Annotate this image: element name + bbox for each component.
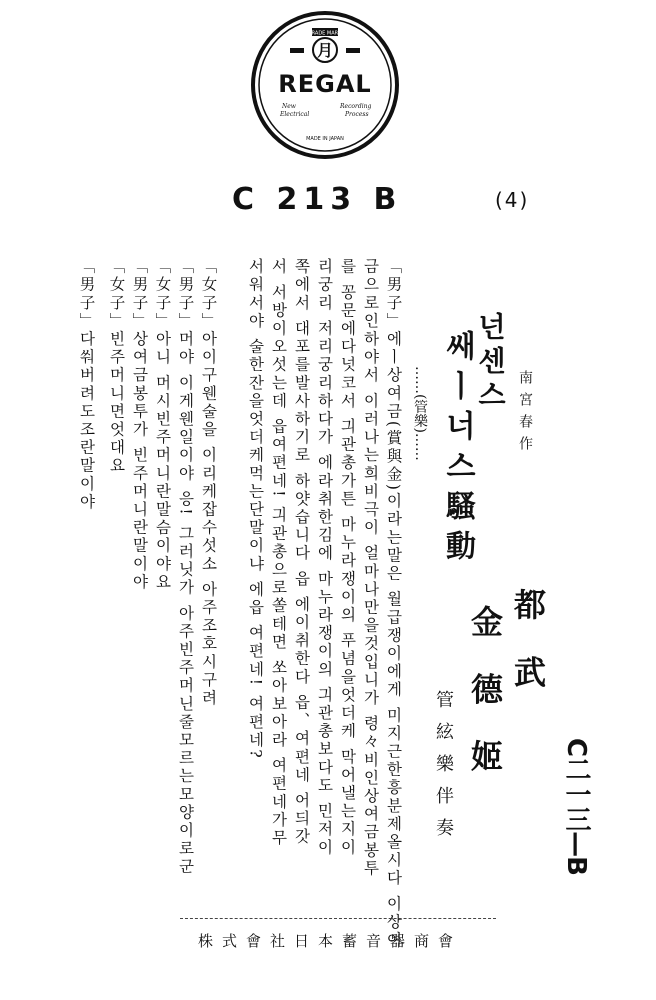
text-column: 「男子」상여금봉투가 빈주머니란말이야 xyxy=(130,258,149,592)
author: 南宮春作 xyxy=(517,370,533,458)
text-column: 「男子」다쒀버려도조란말이야 xyxy=(77,258,96,512)
svg-text:New: New xyxy=(282,103,296,110)
title-line-1: 都 武 xyxy=(509,588,547,700)
music-marker: ……(管樂)…… xyxy=(412,366,428,461)
page-number: (4) xyxy=(495,188,530,212)
text-column: 「男子」에ㅣ상여금(賞與金)이라는말은 월급쟁이에게 미지근한흥분제올시다 이상여 xyxy=(384,258,403,950)
text-column: 리궁리 저리궁리하다가 에라취한김에 마누라쟁이의 긔관총보다도 민저이 xyxy=(315,258,334,857)
svg-text:Electrical: Electrical xyxy=(280,111,310,118)
text-column: 「女子」아니 머시빈주머니란말슴이야요 xyxy=(153,258,172,592)
svg-text:MADE IN JAPAN: MADE IN JAPAN xyxy=(306,136,344,142)
text-column: 를 꽁문에다넛코서 긔관총가튼 마누라쟁이의 푸념을엇더케 막어낼는지이 xyxy=(338,258,357,857)
catalog-number: C 213 B xyxy=(232,182,403,217)
performers: 管絃樂伴奏 xyxy=(433,690,454,850)
title-line-3: 넌센스 xyxy=(474,312,507,414)
text-column: 「男子」머야 이게웬일이야 응! 그러닛가 아주빈주머닌줄모르는모양이로군 xyxy=(176,258,195,877)
text-column: 서워서야 술한잔을엇더케먹는단말이냐 에읍 여편네! 여편네? xyxy=(246,258,265,761)
logo-brand: REGAL xyxy=(278,70,372,98)
title-line-4: 쌔ㅣ너스騷動 xyxy=(440,330,475,570)
title-line-2: 金 德 姬 xyxy=(466,605,504,784)
text-column: 쪽에서 대포를발사하기로 하얏습니다 읍 에이취한다 읍、여편네 어듸갓 xyxy=(292,258,311,847)
logo-top-text: TRADE MARK xyxy=(308,30,342,37)
text-column: 「女子」아이구웬술을 이리케잡수섯소 아주조호시구려 xyxy=(199,258,218,708)
regal-logo xyxy=(250,10,400,160)
catalog-number-vertical: C二一三—B xyxy=(561,738,591,875)
svg-text:Recording: Recording xyxy=(340,103,372,110)
text-column: 「女子」빈주머니면엇대요 xyxy=(107,258,126,476)
text-column: 금으로인하야서 이러나는희비극이 얼마나만을것입니가 령々비인상여금봉투 xyxy=(361,258,380,878)
publisher-footer: 株式會社日本蓄音器商會 xyxy=(197,932,462,950)
svg-text:Process: Process xyxy=(345,111,369,118)
footer-divider xyxy=(180,918,496,919)
text-column: 서 서방이오섯는데 읍여편네! 긔관총으로쏠테면 쏘아보아라 여편네가무 xyxy=(269,258,288,848)
svg-text:月: 月 xyxy=(316,41,334,60)
